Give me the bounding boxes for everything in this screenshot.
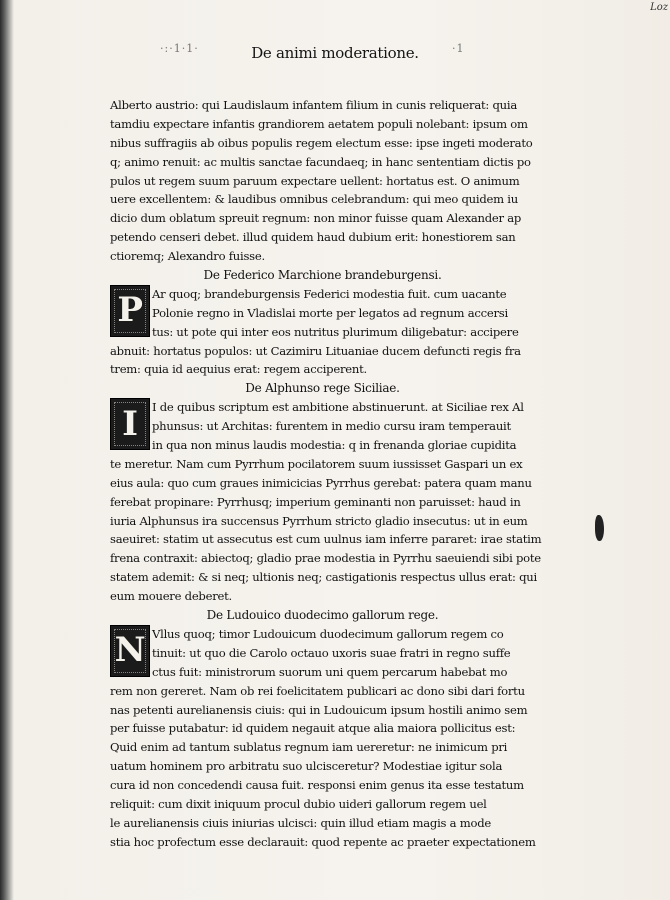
section-ludouico	[110, 625, 535, 852]
text-line: tamdiu expectare infantis grandiorem aetatem populi nolebant: ipsum om	[110, 116, 528, 131]
text-line: le aurelianensis ciuis iniurias ulcisci: quin illud etiam magis a mode	[110, 815, 492, 830]
text-line: uatum hominem pro arbitratu suo ulcisceretur? Modestiae igitur sola	[110, 759, 503, 774]
text-line: tinuit: ut quo die Carolo octauo uxoris suae fratri in regno suffe	[152, 645, 511, 660]
section-alphunso-text	[110, 398, 542, 606]
heading-ludouico: De Ludouico duodecimo gallorum rege.	[206, 608, 439, 623]
text-line: q; animo renuit: ac multis sanctae facundaeq; in hanc sententiam dictis po	[110, 154, 531, 169]
initial-i: I	[110, 398, 150, 450]
text-line: ctus fuit: ministrorum suorum uni quem percarum habebat mo	[152, 664, 508, 679]
text-line: stia hoc profectum esse declarauit: quod repente ac praeter expectationem	[110, 834, 536, 849]
corner-annotation: Loz	[650, 2, 668, 13]
running-head: De animi moderatione.	[251, 44, 419, 62]
text-line: cura id non concedendi causa fuit. responsi enim genus ita esse testatum	[110, 778, 524, 793]
text-line: Quid enim ad tantum sublatus regnum iam uereretur: ne inimicum pri	[110, 740, 508, 755]
text-line: reliquit: cum dixit iniquum procul dubio uideri gallorum regem uel	[110, 796, 487, 811]
text-line: eius aula: quo cum graues inimicicias Pyrrhus gerebat: patera quam manu	[110, 475, 532, 490]
section-alphunso	[110, 398, 542, 606]
text-line: pulos ut regem suum paruum expectare uellent: hortatus est. O animum	[110, 173, 520, 188]
text-line: eum mouere deberet.	[110, 589, 232, 604]
text-line: rem non gereret. Nam ob rei foelicitatem publicari ac dono sibi dari fortu	[110, 683, 525, 698]
text-line: in qua non minus laudis modestia: q in frenanda gloriae cupidita	[152, 438, 517, 453]
section-federico-text	[110, 285, 535, 379]
heading-federico: De Federico Marchione brandeburgensi.	[203, 268, 442, 283]
section-federico	[110, 285, 535, 379]
text-line: statem ademit: & si neq; ultionis neq; castigationis respectus ullus erat: qui	[110, 570, 537, 585]
faint-marks-left: ·:·1·1·	[160, 42, 199, 55]
text-line: saeuiret: statim ut assecutus est cum uulnus iam inferre pararet: irae statim	[110, 532, 542, 547]
initial-p: P	[110, 285, 150, 337]
text-line: te meretur. Nam cum Pyrrhum pocilatorem suum iussisset Gaspari un ex	[110, 456, 523, 471]
text-line: Alberto austrio: qui Laudislaum infantem filium in cunis reliquerat: quia	[110, 98, 518, 112]
text-line: per fuisse putabatur: id quidem negauit atque alia maiora pollicitus est:	[110, 721, 516, 736]
intro-paragraph	[110, 96, 535, 266]
text-line: Ar quoq; brandeburgensis Federici modestia fuit. cum uacante	[152, 286, 507, 301]
text-line: tus: ut pote qui inter eos nutritus plurimum diligebatur: accipere	[152, 324, 519, 339]
text-line: phunsus: ut Architas: furentem in medio cursu iram temperauit	[152, 419, 511, 434]
text-line: abnuit: hortatus populos: ut Cazimiru Lituaniae ducem defuncti regis fra	[110, 343, 521, 358]
text-line: dicio dum oblatum spreuit regnum: non minor fuisse quam Alexander ap	[110, 211, 522, 226]
text-line: I de quibus scriptum est ambitione abstinuerunt. at Siciliae rex Al	[152, 400, 524, 415]
text-line: petendo censeri debet. illud quidem haud dubium erit: honestiorem san	[110, 230, 516, 245]
text-line: frena contraxit: abiectoq; gladio prae modestia in Pyrrhu saeuiendi sibi pote	[110, 551, 541, 566]
section-ludouico-text	[110, 625, 535, 852]
text-line: ferebat propinare: Pyrrhusq; imperium geminanti non paruisset: haud in	[110, 494, 521, 509]
text-line: nibus suffragiis ab oibus populis regem electum esse: ipse ingeti moderato	[110, 135, 533, 150]
heading-alphunso: De Alphunso rege Siciliae.	[245, 381, 400, 396]
text-line: trem: quia id aequius erat: regem acciperent.	[110, 362, 367, 377]
text-line: iuria Alphunsus ira succensus Pyrrhum stricto gladio insecutus: ut in eum	[110, 513, 528, 528]
text-line: uere excellentem: & laudibus omnibus celebrandum: qui meo quidem iu	[110, 192, 518, 207]
ink-blot	[595, 515, 604, 541]
initial-n: N	[110, 625, 150, 677]
faint-marks-right: ·1	[452, 42, 465, 55]
text-line: Polonie regno in Vladislai morte per legatos ad regnum accersi	[152, 305, 508, 320]
text-line: nas petenti aurelianensis ciuis: qui in Ludouicum ipsum hostili animo sem	[110, 702, 528, 717]
text-line: ctioremq; Alexandro fuisse.	[110, 249, 265, 264]
text-line: Vllus quoq; timor Ludouicum duodecimum gallorum regem co	[152, 626, 504, 641]
text-block	[110, 96, 542, 852]
